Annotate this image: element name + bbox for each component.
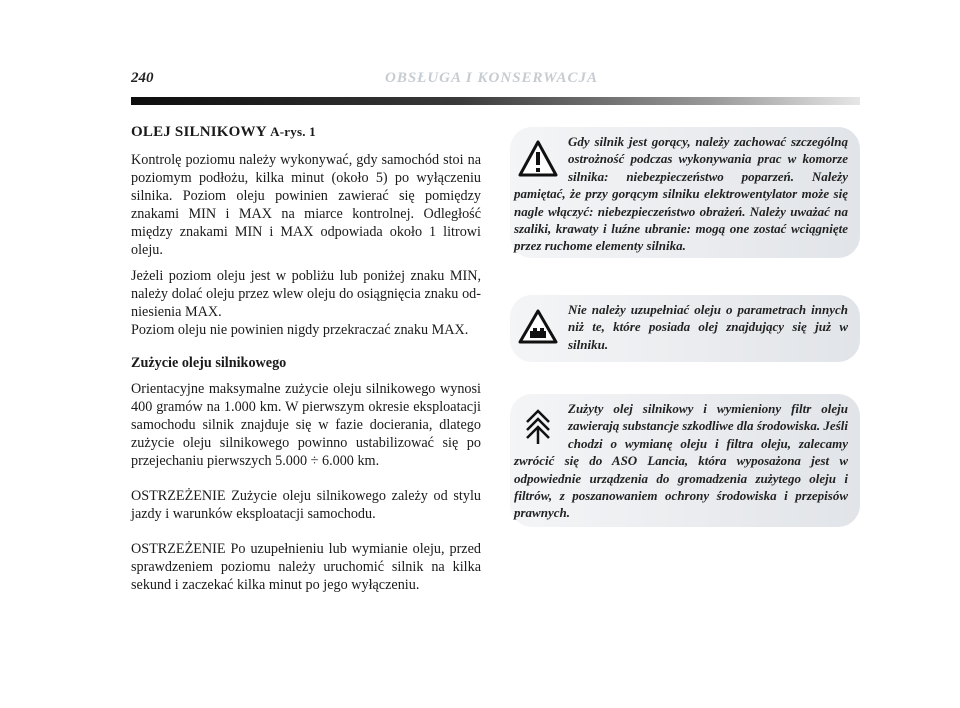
paragraph: Orientacyjne maksymalne zużycie oleju silnikowego wynosi 400 gramów na 1.000 km. W pierwszym okresie eksploatacji samochodu silnik znajduje się w fazie docierania, dlatego zużycie oleju silnikowego powinno ustabilizować się po przejechaniu pierwszych 5.000 ÷ 6.000 km.	[131, 381, 481, 469]
main-column	[131, 123, 481, 602]
warning-box	[510, 127, 860, 258]
caution-text: Nie należy uzupełniać oleju o parametrach innych niż te, które posiada olej znajdujący się już w silniku.	[568, 302, 848, 352]
heading-figure-ref: A-rys. 1	[270, 124, 316, 139]
section-title: OBSŁUGA I KONSERWACJA	[385, 70, 599, 86]
heading	[131, 123, 481, 141]
engine-caution-icon	[514, 301, 562, 353]
warning-note: OSTRZEŻENIE Po uzupełnieniu lub wymianie oleju, przed sprawdzeniem poziomu należy uruchomić silnik na kilka sekund i zaczekać kilka minut po jego wyłączeniu.	[131, 541, 481, 593]
header-rule	[131, 97, 860, 105]
subheading: Zużycie oleju silnikowego	[131, 355, 287, 371]
paragraph: Poziom oleju nie powinien nigdy przekraczać znaku MAX.	[131, 322, 469, 338]
heading-text: OLEJ SILNIKOWY	[131, 124, 267, 140]
paragraph: Jeżeli poziom oleju jest w pobliżu lub poniżej znaku MIN, należy dolać oleju przez wlew oleju do osiągnięcia znaku od-niesienia MAX.	[131, 268, 481, 320]
environment-text: Zużyty olej silnikowy i wymieniony filtr oleju zawierają substancje szkodliwe dla środowiska. Jeśli chodzi o wymianę oleju i filtra oleju, zalecamy zwrócić się do ASO Lancia, która wyposażona jest w odpowiednie urządzenia do gromadzenia zużytego oleju i filtrów, z poszanowaniem ochrony środowiska i przepisów prawnych.	[514, 401, 848, 521]
page-number: 240	[131, 70, 154, 86]
environment-box	[510, 394, 860, 527]
paragraph: Kontrolę poziomu należy wykonywać, gdy samochód stoi na poziomym podłożu, kilka minut (około 5) po wyłączeniu silnika. Poziom oleju powinien zawierać się pomiędzy znakami MIN i MAX na miarce kontrolnej. Odległość między znakami MIN i MAX odpowiada około 1 litrowi oleju.	[131, 152, 481, 258]
warning-triangle-icon	[514, 133, 562, 185]
warning-text: Gdy silnik jest gorący, należy zachować szczególną ostrożność podczas wykonywania prac w komorze silnika: niebezpieczeństwo poparzeń. Należy pamiętać, że przy gorącym silniku elektrowentylator może się nagle włączyć: niebezpieczeństwo obrażeń. Należy uważać na szaliki, krawaty i luźne ubranie: mogą one zostać wciągnięte przez ruchome elementy silnika.	[514, 134, 848, 254]
caution-box	[510, 295, 860, 362]
warning-note: OSTRZEŻENIE Zużycie oleju silnikowego zależy od stylu jazdy i warunków eksploatacji samochodu.	[131, 488, 481, 522]
environment-icon	[514, 400, 562, 452]
